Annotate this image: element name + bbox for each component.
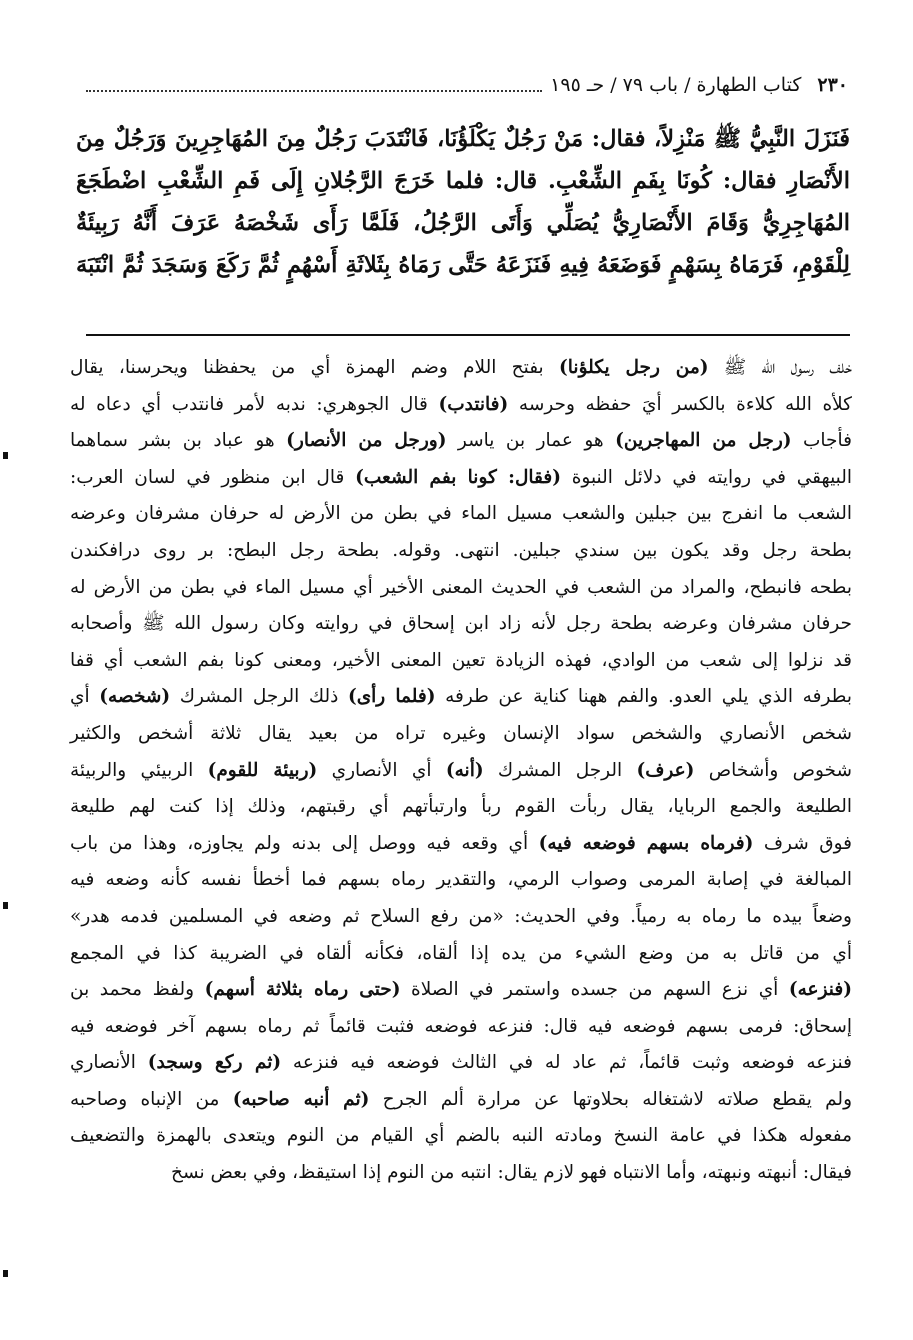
commentary-line	[70, 533, 852, 570]
quoted-phrase: (شخصه)	[99, 686, 171, 708]
hadith-line: فَنَزَلَ النَّبِيُّ ﷺ مَنْزِلاً، فقال: مَنْ رَجُلٌ يَكْلَؤُنَا، فَانْتَدَبَ رَجُلٌ مِنَ المُهَاجِرِينَ وَرَجُلٌ مِنَ	[76, 126, 850, 152]
commentary-segment: وضعاً بيده ما رماه به رمياً. وفي الحديث: «من رفع السلاح ثم وضعه في المسلمين فدمه هدر»	[70, 905, 852, 927]
commentary-segment: أي وقعه فيه ووصل إلى بدنه ولم يجاوزه، وهذا من باب	[70, 832, 539, 854]
quoted-phrase: (حتى رماه بثلاثة أسهم)	[204, 979, 401, 1001]
page-number: ٢٣٠	[817, 74, 848, 96]
commentary-segment: المبالغة في إصابة المرمى وصواب الرمي، والتقدير رماه بسهم فما أخطأ نفسه كأنه وضعه فيه	[70, 869, 852, 891]
commentary-segment: بفتح اللام وضم الهمزة أي من يحفظنا ويحرسنا، يقال	[70, 357, 560, 378]
commentary-segment: فنزعه فوضعه وثبت قائماً، ثم عاد له في الثالث فوضعه فيه فنزعه	[281, 1052, 852, 1074]
scan-mark	[3, 902, 8, 909]
commentary-segment: كلأه الله كلاءة بالكسر أيَ حفظه وحرسه	[508, 393, 852, 415]
commentary-segment: ولم يقطع صلاته لاشتغاله بحلاوتها عن مرارة ألم الجرح	[369, 1088, 853, 1110]
commentary-line	[70, 972, 852, 1009]
commentary-segment: قد نزلوا إلى شعب من الوادي، فهذه الزيادة تعين المعنى الأخير، ومعنى كونا بفم الشعب أي قفا	[70, 649, 852, 671]
commentary-line	[70, 862, 852, 899]
quoted-phrase: (فانتدب)	[438, 393, 509, 415]
commentary-line	[70, 753, 852, 790]
quoted-phrase: (فقال: كونا بفم الشعب)	[355, 466, 561, 488]
commentary-line	[70, 387, 852, 424]
commentary-segment: الشعب ما انفرج بين جبلين والشعب مسيل الماء في بطن من الأرض له حرفان مشرفان وعرضه	[70, 503, 852, 525]
commentary-segment: خلف رسول الله ﷺ	[708, 357, 852, 378]
page-header	[78, 68, 848, 102]
commentary-segment: فأجاب	[791, 430, 852, 452]
commentary-segment: مفعوله هكذا في عامة النسخ ومادته النبه بالضم أي القيام من النوم ويتعدى بالهمزة والتضعيف	[70, 1125, 852, 1147]
commentary-line	[70, 936, 852, 973]
scan-mark	[3, 1270, 8, 1277]
commentary-line	[70, 1045, 852, 1082]
quoted-phrase: (فلما رأى)	[347, 686, 436, 708]
commentary-segment: من الإنباه وصاحبه	[70, 1088, 233, 1110]
hadith-line: الأَنْصَارِ فقال: كُونَا بِفَمِ الشِّعْبِ. قال: فلما خَرَجَ الرَّجُلانِ إِلَى فَمِ الشِّعْبِ اضْطَجَعَ	[76, 168, 850, 194]
quoted-phrase: (ورجل من الأنصار)	[286, 430, 447, 452]
commentary-line	[70, 460, 852, 497]
commentary-segment: قال الجوهري: ندبه لأمر فانتدب أي دعاه له	[70, 393, 439, 415]
commentary-line	[70, 789, 852, 826]
commentary-segment: الطليعة والجمع الربايا، يقال ربأت القوم ربأ وارتبأتهم أي رقبتهم، وذلك إذا كنت لهم طليعة	[70, 796, 852, 818]
commentary-segment: بطحه فانبطح، والمراد من الشعب في الحديث المعنى الأخير أي مسيل الماء في بطن من الأرض له	[70, 576, 852, 598]
commentary-segment: البيهقي في روايته في دلائل النبوة	[560, 466, 853, 488]
commentary-line	[70, 643, 852, 680]
commentary-line	[70, 350, 852, 387]
quoted-phrase: (فنزعه)	[788, 979, 852, 1001]
commentary-segment: هو عمار بن ياسر	[446, 430, 616, 452]
commentary-line	[70, 1155, 852, 1192]
commentary-segment: الربيئي والربيئة	[70, 759, 208, 781]
quoted-phrase: (من رجل يكلؤنا)	[559, 357, 709, 378]
commentary-text	[70, 350, 852, 1192]
commentary-line	[70, 1082, 852, 1119]
commentary-segment: الرجل المشرك	[483, 759, 637, 781]
quoted-phrase: (ثم ركع وسجد)	[147, 1052, 282, 1074]
commentary-segment: شخوص وأشخاص	[694, 759, 852, 781]
commentary-segment: ذلك الرجل المشرك	[170, 686, 348, 708]
commentary-segment: فيقال: أنبهته ونبهته، وأما الانتباه فهو لازم يقال: انتبه من النوم إذا استيقظ، وفي بعض نسخ	[171, 1162, 852, 1184]
commentary-segment: أي من قاتل به من وضع الشيء من يده إذا ألقاه، فكأنه ألقاه في الضريبة كذا في المجمع	[70, 942, 852, 964]
separator-rule	[86, 334, 850, 336]
running-title: كتاب الطهارة / باب ٧٩ / حـ ١٩٥	[550, 74, 802, 96]
commentary-line	[70, 606, 852, 643]
commentary-segment: بطحة رجل وقد يكون بين سندي جبلين. انتهى. وقوله. بطحة رجل البطح: بر روى درافكندن	[70, 539, 852, 561]
commentary-segment: هو عباد بن بشر سماهما	[70, 430, 287, 452]
commentary-segment: فوق شرف	[753, 832, 852, 854]
commentary-segment: ولفظ محمد بن	[70, 979, 205, 1001]
quoted-phrase: (أنه)	[445, 759, 484, 781]
hadith-line: المُهَاجِرِيُّ وَقَامَ الأَنْصَارِيُّ يُصَلِّي وَأَتَى الرَّجُلُ، فَلَمَّا رَأَى شَخْصَهُ عَرَفَ أَنَّهُ رَبِيئَةٌ	[76, 210, 850, 236]
commentary-segment: أي نزع السهم من جسده واستمر في الصلاة	[400, 979, 789, 1001]
commentary-line	[70, 1009, 852, 1046]
quoted-phrase: (ثم أنبه صاحبه)	[232, 1088, 370, 1110]
commentary-segment: الأنصاري	[70, 1052, 148, 1074]
commentary-line	[70, 423, 852, 460]
commentary-line	[70, 496, 852, 533]
commentary-line	[70, 899, 852, 936]
commentary-segment: إسحاق: فرمى بسهم فوضعه فيه قال: فنزعه فوضعه فثبت قائماً ثم رماه بسهم آخر فوضعه فيه	[70, 1015, 852, 1037]
hadith-line: لِلْقَوْمِ، فَرَمَاهُ بِسَهْمٍ فَوَضَعَهُ فِيهِ فَنَزَعَهُ حَتَّى رَمَاهُ بِثَلاثَةِ أَسْهُمٍ ثُمَّ رَكَعَ وَسَجَدَ ثُمَّ انْتَبَهَ	[76, 252, 850, 278]
commentary-line	[70, 570, 852, 607]
hadith-text	[76, 118, 850, 286]
header-leader-dots	[86, 90, 542, 92]
commentary-segment: شخص الأنصاري والشخص سواد الإنسان وغيره تراه من بعيد يقال ثلاثة أشخص والكثير	[70, 722, 852, 744]
commentary-segment: حرفان مشرفان وعرضه بطحة رجل لأنه زاد ابن إسحاق في روايته وكان رسول الله ﷺ وأصحابه	[70, 613, 852, 635]
scan-mark	[3, 452, 8, 459]
commentary-segment: قال ابن منظور في لسان العرب:	[70, 466, 356, 488]
quoted-phrase: (فرماه بسهم فوضعه فيه)	[538, 832, 754, 854]
commentary-line	[70, 826, 852, 863]
commentary-line	[70, 679, 852, 716]
commentary-segment: بطرفه الذي يلي العدو. والفم ههنا كناية عن طرفه	[435, 686, 852, 708]
commentary-line	[70, 716, 852, 753]
quoted-phrase: (رجل من المهاجرين)	[615, 430, 792, 452]
quoted-phrase: (ربيئة للقوم)	[207, 759, 318, 781]
commentary-segment: أي	[70, 686, 100, 708]
commentary-line	[70, 1118, 852, 1155]
commentary-segment: أي الأنصاري	[317, 759, 446, 781]
quoted-phrase: (عرف)	[636, 759, 695, 781]
